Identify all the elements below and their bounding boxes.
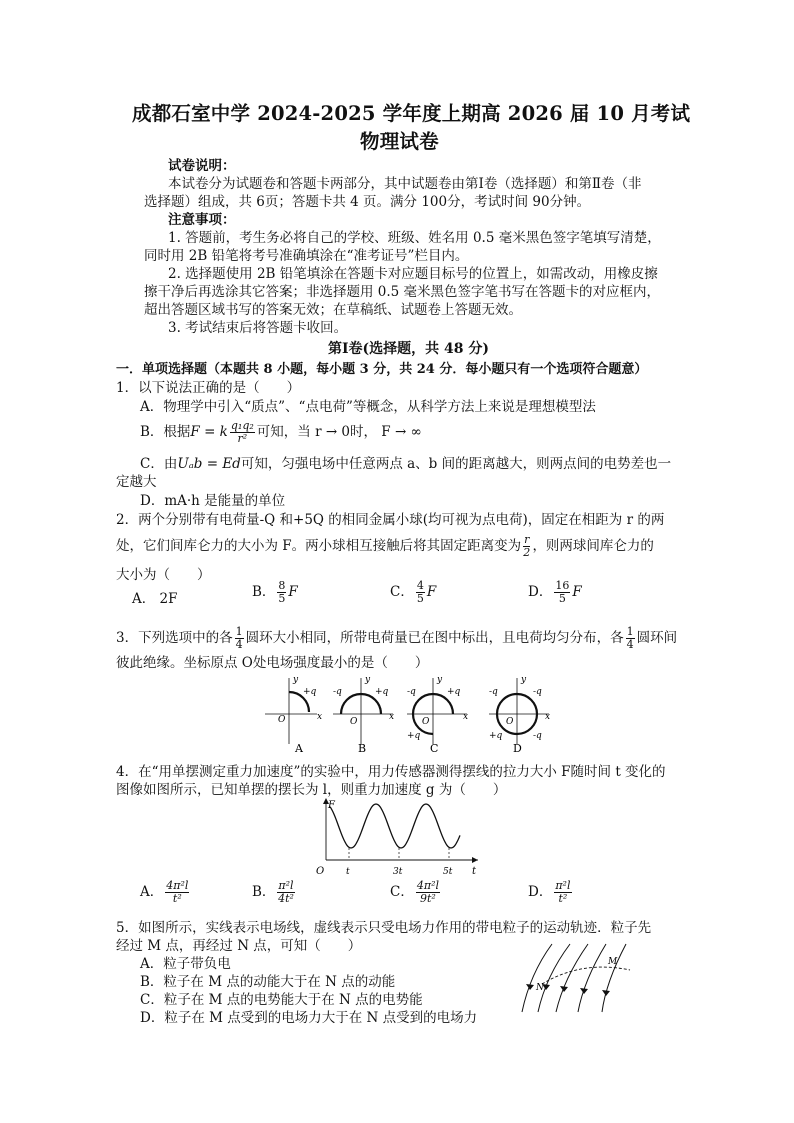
q4-option-a: A． $\frac{\text{4π²l}}{\text{t²}}$ bbox=[140, 879, 189, 905]
q3-line: 彼此绝缘。坐标原点 O处电场强度最小的是（ ） bbox=[116, 655, 429, 671]
origin-label: O bbox=[278, 715, 286, 725]
svg-text:O: O bbox=[506, 717, 514, 727]
svg-text:-q: -q bbox=[533, 731, 542, 741]
note-line: 同时用 2B 铅笔将考号准确填涂在“准考证号”栏目内。 bbox=[144, 248, 469, 264]
q5-line: 经过 M 点，再经过 N 点，可知（ ） bbox=[116, 938, 362, 954]
q4-line: 图像如图所示，已知单摆的摆长为 l，则重力加速度 g 为（ ） bbox=[116, 782, 507, 798]
svg-text:x: x bbox=[545, 712, 551, 722]
q2-line: 处，它们间库仑力的大小为 F。两小球相互接触后将其固定距离变为 $\frac{r}{2}$ ，则两球间库仑力的 bbox=[116, 533, 654, 559]
q5-option-b: B．粒子在 M 点的动能大于在 N 点的动能 bbox=[140, 974, 396, 990]
graph-x-label: t bbox=[472, 866, 477, 877]
q1-option-b: B．根据F = k $\frac{\text{q₁q₂}}{\text{r²}}$ 可知，当 r → 0时， F → ∞ bbox=[140, 419, 422, 445]
notes-heading: 注意事项： bbox=[168, 212, 236, 228]
q5-option-a: A．粒子带负电 bbox=[140, 956, 231, 972]
svg-text:-q: -q bbox=[333, 687, 342, 697]
svg-text:-q: -q bbox=[489, 687, 498, 697]
note-line: 3. 考试结束后将答题卡收回。 bbox=[168, 320, 348, 336]
q5-option-c: C．粒子在 M 点的电势能大于在 N 点的电势能 bbox=[140, 992, 423, 1008]
section-title: 第Ⅰ卷(选择题，共 48 分) bbox=[328, 341, 490, 357]
q3-line: 3．下列选项中的各 $\frac{1}{4}$ 圆环大小相同，所带电荷量已在图中标出，且电荷均匀分布，各 $\frac{1}{4}$ 圆环间 bbox=[116, 625, 678, 651]
q5-option-d: D．粒子在 M 点受到的电场力大于在 N 点受到的电场力 bbox=[140, 1010, 478, 1026]
q1-option-d: D．mA·h 是能量的单位 bbox=[140, 493, 286, 509]
q4-graph bbox=[312, 796, 482, 878]
q3-figure-d bbox=[489, 675, 550, 755]
part-heading: 一．单项选择题（本题共 8 小题，每小题 3 分，共 24 分．每小题只有一个选项符合题意） bbox=[116, 362, 648, 377]
q2-option-d: D． $\frac{16}{5}$ F bbox=[528, 579, 582, 605]
q1-stem: 1．以下说法正确的是（ ） bbox=[116, 380, 301, 396]
figure-label: A bbox=[295, 742, 303, 755]
svg-text:x: x bbox=[463, 712, 469, 722]
svg-text:B: B bbox=[358, 742, 367, 755]
q5-line: 5．如图所示，实线表示电场线，虚线表示只受电场力作用的带电粒子的运动轨迹．粒子先 bbox=[116, 920, 652, 936]
q2-option-b: B． $\frac{8}{5}$ F bbox=[252, 579, 298, 605]
q4-option-c: C． $\frac{\text{4π²l}}{\text{9t²}}$ bbox=[390, 879, 439, 905]
point-m-label: M bbox=[608, 957, 618, 967]
svg-text:+q: +q bbox=[407, 731, 421, 741]
tension-curve bbox=[330, 804, 460, 848]
svg-text:y: y bbox=[437, 675, 443, 685]
svg-text:C: C bbox=[430, 742, 439, 755]
note-line: 1. 答题前，考生务必将自己的学校、班级、姓名用 0.5 毫米黑色签字笔填写清楚， bbox=[168, 230, 661, 246]
svg-text:y: y bbox=[521, 675, 527, 685]
q3-figures bbox=[255, 672, 565, 758]
q3-figure-c bbox=[407, 675, 468, 755]
svg-text:+q: +q bbox=[447, 687, 461, 697]
note-line: 2. 选择题使用 2B 铅笔填涂在答题卡对应题目标号的位置上，如需改动，用橡皮擦 bbox=[168, 266, 658, 282]
svg-text:x: x bbox=[389, 712, 395, 722]
svg-text:y: y bbox=[365, 675, 371, 685]
graph-tick: t bbox=[346, 867, 350, 877]
trajectory bbox=[542, 967, 630, 984]
q2-option-a: A． 2F bbox=[132, 591, 178, 607]
q4-option-d: D． $\frac{\text{π²l}}{\text{t²}}$ bbox=[528, 879, 571, 905]
graph-y-label: F bbox=[328, 800, 335, 811]
q1-option-a: A．物理学中引入“质点”、“点电荷”等概念，从科学方法上来说是理想模型法 bbox=[140, 399, 596, 415]
q3-figure-a bbox=[265, 675, 322, 755]
instructions-line: 选择题）组成，共 6页；答题卡共 4 页。满分 100分，考试时间 90分钟。 bbox=[144, 194, 591, 210]
q1-option-c: C．由Uₐb = Ed可知，匀强电场中任意两点 a、b 间的距离越大，则两点间的电势差也一 bbox=[140, 456, 672, 472]
instructions-heading: 试卷说明： bbox=[168, 158, 236, 174]
svg-text:D: D bbox=[513, 742, 522, 755]
q3-figure-b bbox=[333, 675, 394, 755]
axis-y-label: y bbox=[293, 675, 299, 685]
q2-option-c: C． $\frac{4}{5}$ F bbox=[390, 579, 437, 605]
page-subtitle: 物理试卷 bbox=[360, 130, 439, 153]
instructions-line: 本试卷分为试题卷和答题卡两部分，其中试题卷由第Ⅰ卷（选择题）和第Ⅱ卷（非 bbox=[168, 176, 642, 192]
q5-field-figure bbox=[512, 940, 636, 1016]
note-line: 擦干净后再选涂其它答案；非选择题用 0.5 毫米黑色签字笔书写在答题卡的对应框内， bbox=[144, 284, 661, 300]
svg-text:-q: -q bbox=[407, 687, 416, 697]
graph-tick: 3t bbox=[393, 867, 403, 877]
svg-text:-q: -q bbox=[533, 687, 542, 697]
q1-option-c-cont: 定越大 bbox=[116, 474, 157, 490]
q4-line: 4．在“用单摆测定重力加速度”的实验中，用力传感器测得摆线的拉力大小 F随时间 t 变化的 bbox=[116, 764, 666, 780]
q2-line: 大小为（ ） bbox=[116, 567, 211, 583]
charge-label: +q bbox=[303, 687, 317, 697]
q4-option-b: B． $\frac{\text{π²l}}{\text{4t²}}$ bbox=[252, 879, 294, 905]
note-line: 超出答题区域书写的答案无效；在草稿纸、试题卷上答题无效。 bbox=[144, 302, 522, 318]
graph-tick: 5t bbox=[443, 867, 453, 877]
q2-line: 2．两个分别带有电荷量-Q 和+5Q 的相同金属小球(均可视为点电荷)，固定在相距为 r 的两 bbox=[116, 512, 665, 528]
svg-text:+q: +q bbox=[375, 687, 389, 697]
page-title: 成都石室中学 2024-2025 学年度上期高 2026 届 10 月考试 bbox=[132, 102, 691, 125]
axis-x-label: x bbox=[317, 712, 323, 722]
svg-text:O: O bbox=[350, 717, 358, 727]
point-n-label: N bbox=[536, 983, 544, 993]
svg-text:O: O bbox=[422, 717, 430, 727]
graph-origin: O bbox=[316, 866, 325, 877]
svg-text:+q: +q bbox=[489, 731, 503, 741]
